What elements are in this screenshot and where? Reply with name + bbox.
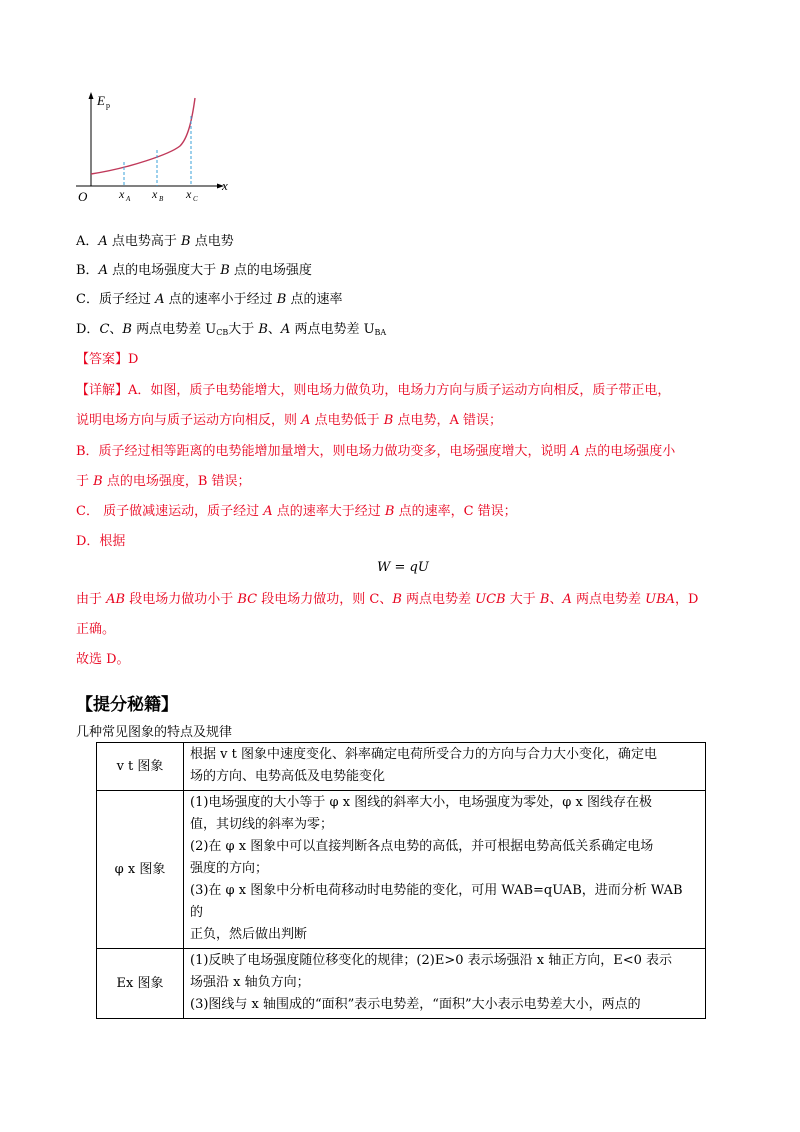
table-row	[97, 791, 706, 949]
detail-text: 点的速率大于经过	[272, 504, 385, 519]
detail-text: 由于	[76, 592, 107, 607]
point-label: A	[301, 413, 311, 428]
point-label: A	[570, 444, 581, 459]
y-axis-label-sub: p	[106, 101, 110, 110]
row-content	[184, 791, 706, 949]
option-text: 点电势	[190, 234, 234, 249]
point-label: A	[263, 504, 273, 519]
detail-text: 正确。	[76, 622, 116, 637]
row-label: Ex 图象	[97, 949, 184, 1019]
content-line: (2)在 φ x 图象中可以直接判断各点电势的高低，并可根据电势高低关系确定电场	[190, 839, 654, 854]
origin-label: O	[78, 189, 88, 204]
ep-x-graph	[70, 88, 250, 212]
detail-text: 、	[549, 592, 563, 607]
content-line: 正负，然后做出判断	[190, 927, 308, 942]
detail-text: 于	[76, 474, 94, 489]
x-axis-label: x	[222, 178, 228, 193]
tick-sub-c: C	[193, 195, 198, 203]
content-line: (1)反映了电场强度随位移变化的规律；(2)E>0 表示场强沿 x 轴正方向，E<0 表示	[190, 953, 672, 968]
detail-text: 两点电势差	[571, 592, 646, 607]
detail-line-8	[76, 621, 115, 639]
content-line: 值，其切线的斜率为零；	[190, 817, 334, 832]
detail-text: 故选 D。	[76, 652, 130, 667]
detail-line-4	[76, 473, 251, 491]
detail-text: 两点电势差	[401, 592, 476, 607]
option-text: 点的电场强度大于	[107, 263, 221, 278]
content-line: 场强沿 x 轴负方向；	[190, 975, 310, 990]
table-row	[97, 949, 706, 1019]
tips-subtitle: 几种常见图象的特点及规律	[76, 725, 233, 740]
table-row	[97, 743, 706, 791]
detail-text: C． 质子做减速运动，质子经过	[76, 504, 264, 519]
row-content	[184, 949, 706, 1019]
symbol-label: UBA	[645, 592, 676, 607]
tick-label-xa: x	[119, 187, 125, 201]
detail-text: 点的速率，C 错误；	[394, 504, 517, 519]
option-text: 两点电势差 U	[290, 322, 375, 337]
option-c	[76, 291, 342, 309]
point-label: B	[181, 234, 191, 249]
detail-text: ，D	[675, 592, 699, 607]
point-label: B	[258, 322, 268, 337]
detail-line-3	[76, 443, 675, 461]
point-label: A	[562, 592, 572, 607]
point-label: B	[93, 474, 103, 489]
content-line: 强度的方向；	[190, 861, 269, 876]
tips-table	[96, 742, 706, 1019]
detail-text: 段电场力做功小于	[125, 592, 238, 607]
answer-value: D	[128, 352, 139, 367]
tick-label-xc: x	[186, 187, 192, 201]
point-label: A	[155, 292, 165, 307]
row-label: φ x 图象	[97, 791, 184, 949]
option-text: 点电势高于	[107, 234, 182, 249]
option-d-prefix: D．	[76, 322, 100, 337]
symbol-label: UCB	[475, 592, 506, 607]
point-label: B	[383, 413, 394, 428]
option-a	[76, 233, 234, 251]
segment-label: BC	[237, 592, 258, 607]
point-label: B	[384, 504, 395, 519]
option-text: 大于	[228, 322, 259, 337]
option-text: 点的速率小于经过	[164, 292, 277, 307]
option-c-prefix: C．质子经过	[76, 292, 156, 307]
option-text: 点的电场强度	[229, 263, 312, 278]
option-text: 、	[109, 322, 123, 337]
detail-line-9	[76, 651, 130, 669]
detail-text: D．根据	[76, 534, 126, 549]
subscript: CB	[216, 328, 229, 337]
detail-line-5	[76, 503, 517, 521]
tips-heading: 【提分秘籍】	[76, 695, 178, 715]
detail-text: 点电势低于	[310, 413, 384, 428]
option-d	[76, 321, 386, 342]
point-label: C	[99, 322, 110, 337]
detail-text: 点的电场强度小	[580, 444, 676, 459]
detail-text: 大于	[505, 592, 540, 607]
tick-sub-a: A	[126, 195, 131, 203]
content-line: 根据 v t 图象中速度变化、斜率确定电荷所受合力的方向与合力大小变化，确定电	[190, 747, 657, 762]
point-label: B	[392, 592, 402, 607]
point-label: B	[276, 292, 287, 307]
point-label: B	[122, 322, 132, 337]
answer-line	[76, 351, 138, 369]
point-label: A	[280, 322, 291, 337]
segment-label: AB	[106, 592, 126, 607]
tick-sub-b: B	[159, 195, 164, 203]
detail-line-1	[76, 382, 670, 400]
detail-line-2	[76, 412, 502, 430]
row-content	[184, 743, 706, 791]
point-label: B	[539, 592, 550, 607]
option-a-prefix: A．	[76, 234, 99, 249]
detail-text: 点的电场强度，B 错误；	[102, 474, 251, 489]
detail-text: 点电势，A 错误；	[393, 413, 503, 428]
answer-label: 【答案】	[76, 352, 129, 367]
option-b	[76, 262, 312, 280]
formula-w-equals-qu: W = qU	[377, 560, 429, 575]
subscript: BA	[374, 328, 387, 337]
option-text: 两点电势差 U	[131, 322, 217, 337]
detail-line-7	[76, 591, 698, 609]
option-b-prefix: B．	[76, 263, 99, 278]
detail-text: 段电场力做功，则 C、	[257, 592, 393, 607]
detail-text: B．质子经过相等距离的电势能增加量增大，则电场力做功变多，电场强度增大，说明	[76, 444, 571, 459]
detail-text: 【详解】A．如图，质子电势能增大，则电场力做负功，电场力方向与质子运动方向相反，质子带正电，	[76, 383, 671, 398]
point-label: B	[220, 263, 230, 278]
option-text: 、	[267, 322, 281, 337]
y-axis-arrow	[89, 92, 94, 99]
content-line: (1)电场强度的大小等于 φ x 图线的斜率大小，电场强度为零处，φ x 图线存在极	[190, 795, 652, 810]
content-line: (3)图线与 x 轴围成的“面积”表示电势差，“面积”大小表示电势差大小，两点的	[190, 997, 641, 1012]
detail-line-6	[76, 533, 125, 551]
option-text: 点的速率	[286, 292, 343, 307]
tick-label-xb: x	[152, 187, 158, 201]
point-label: A	[98, 234, 108, 249]
row-label: v t 图象	[97, 743, 184, 791]
point-label: A	[98, 263, 108, 278]
content-line: 场的方向、电势高低及电势能变化	[190, 769, 386, 784]
content-line: (3)在 φ x 图象中分析电荷移动时电势能的变化，可用 WAB=qUAB，进而分析 WAB 的	[190, 883, 683, 920]
detail-text: 说明电场方向与质子运动方向相反，则	[76, 413, 302, 428]
y-axis-label: E	[97, 93, 105, 108]
